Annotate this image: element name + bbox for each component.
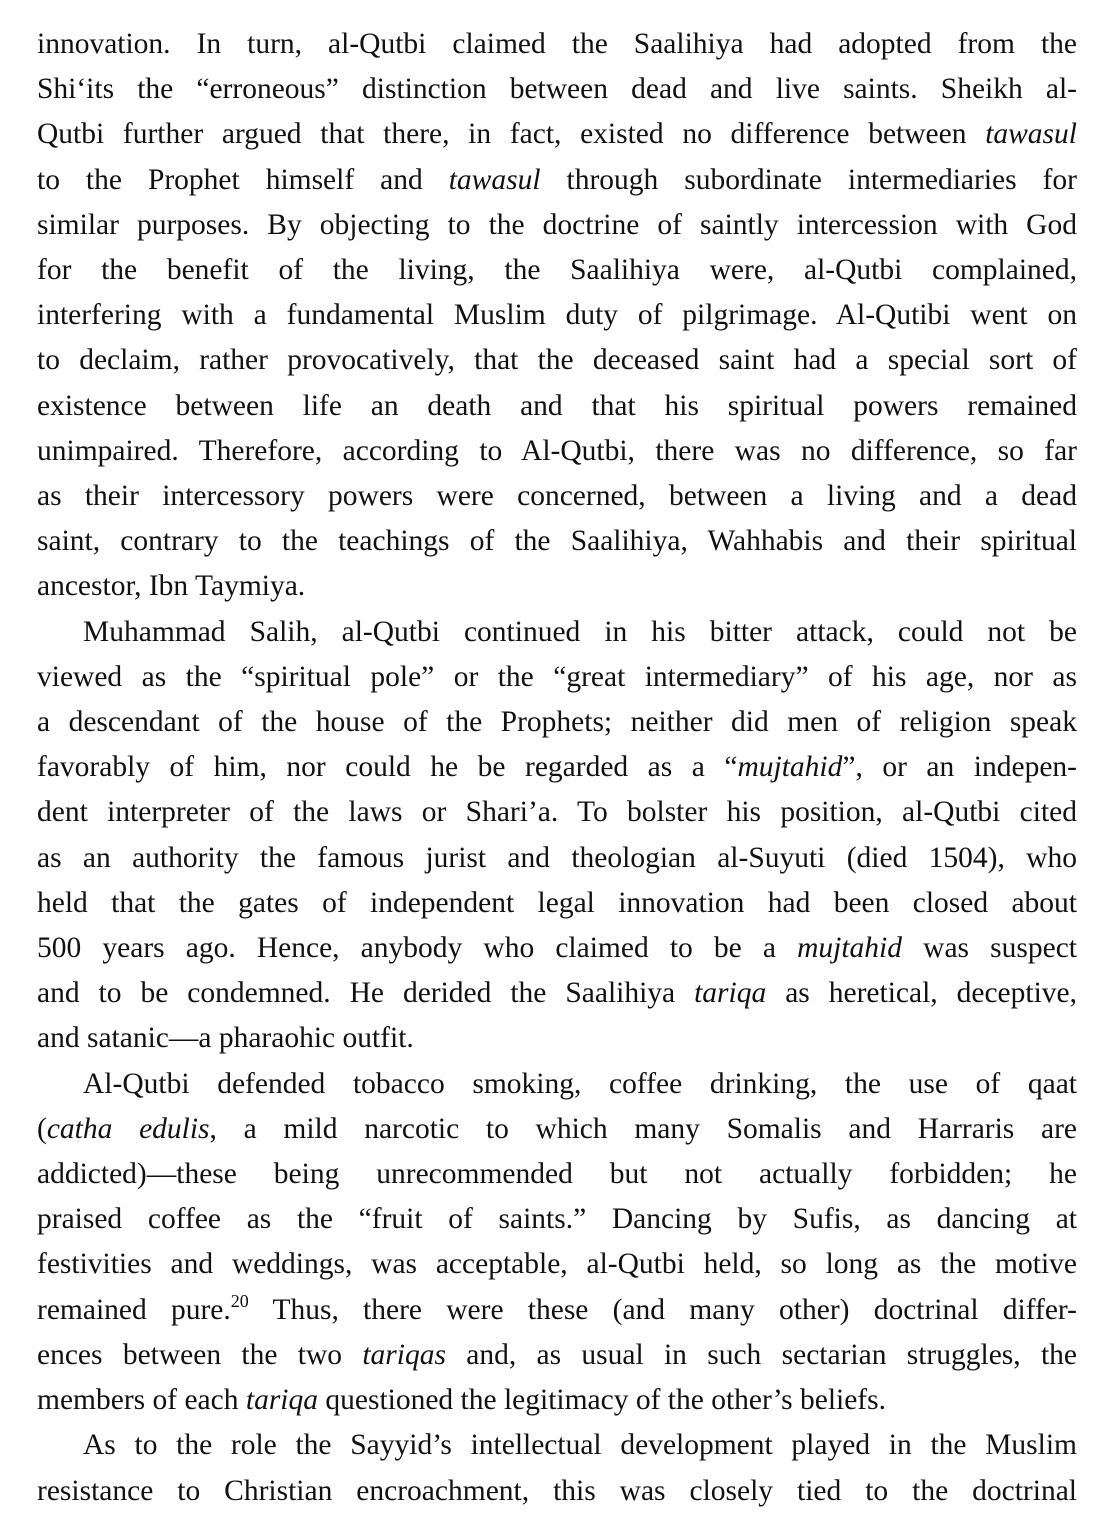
text-run: similar purposes. By objecting to the doctrine of saintly intercession with God xyxy=(37,208,1077,241)
text-line xyxy=(37,112,1077,157)
text-line xyxy=(37,1016,1077,1061)
text-run: remained pure. xyxy=(37,1293,231,1326)
text-run: a descendant of the house of the Prophets; neither did men of religion speak xyxy=(37,706,1077,739)
italic-term: catha edulis xyxy=(46,1112,210,1145)
text-line xyxy=(37,564,1077,609)
text-run: and to be condemned. He derided the Saalihiya xyxy=(37,977,695,1010)
text-line xyxy=(37,429,1077,474)
text-run: , a mild narcotic to which many Somalis and Harraris are xyxy=(209,1112,1077,1145)
text-run: as their intercessory powers were concerned, between a living and a dead xyxy=(37,480,1077,513)
text-run: to declaim, rather provocatively, that the deceased saint had a special sort of xyxy=(37,344,1077,377)
text-run: existence between life an death and that his spiritual powers remained xyxy=(37,389,1077,422)
text-run: unimpaired. Therefore, according to Al-Qutbi, there was no difference, so far xyxy=(37,434,1077,467)
text-line xyxy=(37,203,1077,248)
text-run: for the benefit of the living, the Saalihiya were, al-Qutbi complained, xyxy=(37,254,1077,287)
italic-term: tawasul xyxy=(448,163,541,196)
text-line xyxy=(37,22,1077,67)
text-run: favorably of him, nor could he be regarded as a “ xyxy=(37,751,738,784)
text-run: held that the gates of independent legal innovation had been closed about xyxy=(37,886,1077,919)
italic-term: tariqa xyxy=(694,977,767,1010)
text-run: members of each xyxy=(37,1384,246,1417)
text-run: viewed as the “spiritual pole” or the “great intermediary” of his age, nor as xyxy=(37,660,1077,693)
italic-term: tawasul xyxy=(985,118,1077,151)
text-run: and, as usual in such sectarian struggles, the xyxy=(445,1338,1077,1371)
text-run: ”, or an indepen- xyxy=(842,751,1077,784)
text-line xyxy=(37,1469,1077,1514)
text-run: was suspect xyxy=(902,932,1077,965)
text-run: as an authority the famous jurist and theologian al-Suyuti (died 1504), who xyxy=(37,841,1077,874)
text-line xyxy=(37,881,1077,926)
text-run: praised coffee as the “fruit of saints.” Dancing by Sufis, as dancing at xyxy=(37,1203,1077,1236)
text-run: questioned the legitimacy of the other’s beliefs. xyxy=(318,1384,886,1417)
text-line xyxy=(37,836,1077,881)
text-line xyxy=(37,700,1077,745)
text-line xyxy=(37,384,1077,429)
text-line xyxy=(37,67,1077,112)
text-run: innovation. In turn, al-Qutbi claimed the Saalihiya had adopted from the xyxy=(37,28,1077,60)
text-run: 500 years ago. Hence, anybody who claimed to be a xyxy=(37,932,798,965)
text-line xyxy=(37,1288,1077,1333)
text-run: ences between the two xyxy=(37,1338,363,1371)
text-run: ( xyxy=(37,1112,47,1145)
paragraph xyxy=(37,22,1077,610)
text-line xyxy=(37,248,1077,293)
text-line xyxy=(37,790,1077,835)
text-line xyxy=(37,1333,1077,1378)
text-run: Qutbi further argued that there, in fact, existed no difference between xyxy=(37,118,986,151)
italic-term: mujtahid xyxy=(737,751,843,784)
text-run: to the Prophet himself and xyxy=(37,163,449,196)
text-run: interfering with a fundamental Muslim duty of pilgrimage. Al-Qutibi went on xyxy=(37,299,1077,332)
text-run: dent interpreter of the laws or Shari’a. To bolster his position, al-Qutbi cited xyxy=(37,796,1077,829)
text-line xyxy=(37,158,1077,203)
paragraph xyxy=(37,1062,1077,1424)
text-line xyxy=(37,519,1077,564)
text-line xyxy=(37,1062,1077,1107)
text-line xyxy=(37,1152,1077,1197)
text-run: saint, contrary to the teachings of the Saalihiya, Wahhabis and their spiritual xyxy=(37,525,1077,558)
text-run: festivities and weddings, was acceptable, al-Qutbi held, so long as the motive xyxy=(37,1248,1077,1281)
italic-term: tariqa xyxy=(245,1384,318,1417)
text-line xyxy=(37,1378,1077,1423)
text-run: and satanic—a pharaohic outfit. xyxy=(37,1022,414,1055)
text-run: Shi‘its the “erroneous” distinction between dead and live saints. Sheikh al- xyxy=(37,73,1077,106)
text-line xyxy=(37,971,1077,1016)
text-run: ancestor, Ibn Taymiya. xyxy=(37,570,306,603)
text-line xyxy=(37,745,1077,790)
italic-term: tariqas xyxy=(362,1338,446,1371)
text-run: through subordinate intermediaries for xyxy=(540,163,1077,196)
text-run: Thus, there were these (and many other) doctrinal differ- xyxy=(248,1293,1077,1326)
text-line xyxy=(37,1197,1077,1242)
page-body xyxy=(37,22,1077,1514)
text-line xyxy=(37,293,1077,338)
paragraph xyxy=(37,610,1077,1062)
text-line xyxy=(37,926,1077,971)
text-run: Muhammad Salih, al-Qutbi continued in his bitter attack, could not be xyxy=(83,615,1077,648)
text-line xyxy=(37,1423,1077,1468)
text-run: resistance to Christian encroachment, this was closely tied to the doctrinal xyxy=(37,1474,1077,1507)
text-run: As to the role the Sayyid’s intellectual development played in the Muslim xyxy=(83,1429,1077,1462)
paragraph xyxy=(37,1423,1077,1513)
text-run: addicted)—these being unrecommended but not actually forbidden; he xyxy=(37,1158,1077,1191)
italic-term: mujtahid xyxy=(797,932,903,965)
footnote-marker: 20 xyxy=(230,1290,249,1311)
text-run: as heretical, deceptive, xyxy=(766,977,1077,1010)
text-line xyxy=(37,338,1077,383)
text-line xyxy=(37,610,1077,655)
text-run: Al-Qutbi defended tobacco smoking, coffee drinking, the use of qaat xyxy=(83,1067,1077,1100)
text-line xyxy=(37,1107,1077,1152)
text-line xyxy=(37,474,1077,519)
text-line xyxy=(37,1242,1077,1287)
text-line xyxy=(37,655,1077,700)
